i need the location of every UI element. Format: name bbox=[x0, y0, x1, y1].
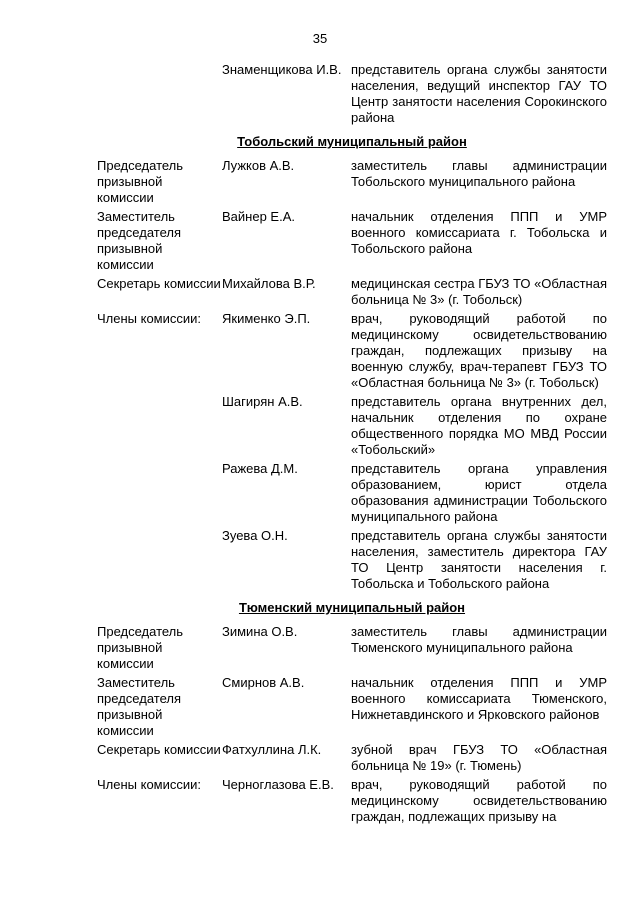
name-cell: Зимина О.В. bbox=[222, 624, 298, 639]
position-cell: начальник отделения ППП и УМР военного комиссариата г. Тобольска и Тобольского района bbox=[351, 209, 607, 256]
member-row bbox=[97, 528, 607, 592]
name-cell: Фатхуллина Л.К. bbox=[222, 742, 322, 757]
member-row bbox=[97, 62, 607, 126]
role-cell: Члены комиссии: bbox=[97, 777, 202, 792]
position-cell: заместитель главы администрации Тобольского муниципального района bbox=[351, 158, 607, 189]
position-cell: представитель органа службы занятости населения, ведущий инспектор ГАУ ТО Центр занятости населения Сорокинского района bbox=[351, 62, 607, 125]
section-title: Тобольский муниципальный район bbox=[237, 134, 467, 149]
name-cell: Ражева Д.М. bbox=[222, 461, 298, 476]
position-cell: врач, руководящий работой по медицинскому освидетельствованию граждан, подлежащих призыву на bbox=[351, 777, 607, 824]
member-row bbox=[97, 461, 607, 525]
role-cell: Секретарь комиссии bbox=[97, 276, 221, 291]
position-cell: медицинская сестра ГБУЗ ТО «Областная больница № 3» (г. Тобольск) bbox=[351, 276, 607, 307]
member-row bbox=[97, 675, 607, 739]
page-number: 35 bbox=[312, 31, 328, 46]
position-cell: представитель органа службы занятости населения, заместитель директора ГАУ ТО Центр занятости населения г. Тобольска и Тобольского района bbox=[351, 528, 607, 591]
position-cell: представитель органа управления образованием, юрист отдела образования администрации Тобольского муниципального района bbox=[351, 461, 607, 524]
position-cell: заместитель главы администрации Тюменского муниципального района bbox=[351, 624, 607, 655]
position-cell: начальник отделения ППП и УМР военного комиссариата Тюменского, Нижнетавдинского и Ярковского районов bbox=[351, 675, 607, 722]
role-cell: Члены комиссии: bbox=[97, 311, 202, 326]
section-title: Тюменский муниципальный район bbox=[238, 600, 466, 615]
role-cell: Председатель призывной комиссии bbox=[97, 624, 184, 671]
member-row bbox=[97, 209, 607, 273]
role-cell: Секретарь комиссии bbox=[97, 742, 221, 757]
name-cell: Вайнер Е.А. bbox=[222, 209, 295, 224]
name-cell: Смирнов А.В. bbox=[222, 675, 305, 690]
document-body bbox=[97, 62, 607, 828]
name-cell: Якименко Э.П. bbox=[222, 311, 311, 326]
member-row bbox=[97, 742, 607, 774]
member-row bbox=[97, 158, 607, 206]
member-row bbox=[97, 394, 607, 458]
position-cell: представитель органа внутренних дел, начальник отделения по охране общественного порядка МО МВД России «Тобольский» bbox=[351, 394, 607, 457]
name-cell: Зуева О.Н. bbox=[222, 528, 288, 543]
name-cell: Знаменщикова И.В. bbox=[222, 62, 342, 77]
member-row bbox=[97, 624, 607, 672]
name-cell: Лужков А.В. bbox=[222, 158, 295, 173]
role-cell: Заместитель председателя призывной комиссии bbox=[97, 209, 182, 272]
position-cell: зубной врач ГБУЗ ТО «Областная больница № 19» (г. Тюмень) bbox=[351, 742, 607, 773]
role-cell: Председатель призывной комиссии bbox=[97, 158, 184, 205]
member-row bbox=[97, 777, 607, 825]
member-row bbox=[97, 311, 607, 391]
position-cell: врач, руководящий работой по медицинскому освидетельствованию граждан, подлежащих призыву на военную службу, врач-терапевт ГБУЗ ТО «Областная больница № 3» (г. Тобольск) bbox=[351, 311, 607, 390]
role-cell: Заместитель председателя призывной комиссии bbox=[97, 675, 182, 738]
name-cell: Черноглазова Е.В. bbox=[222, 777, 334, 792]
member-row bbox=[97, 276, 607, 308]
name-cell: Шагирян А.В. bbox=[222, 394, 303, 409]
name-cell: Михайлова В.Р. bbox=[222, 276, 316, 291]
